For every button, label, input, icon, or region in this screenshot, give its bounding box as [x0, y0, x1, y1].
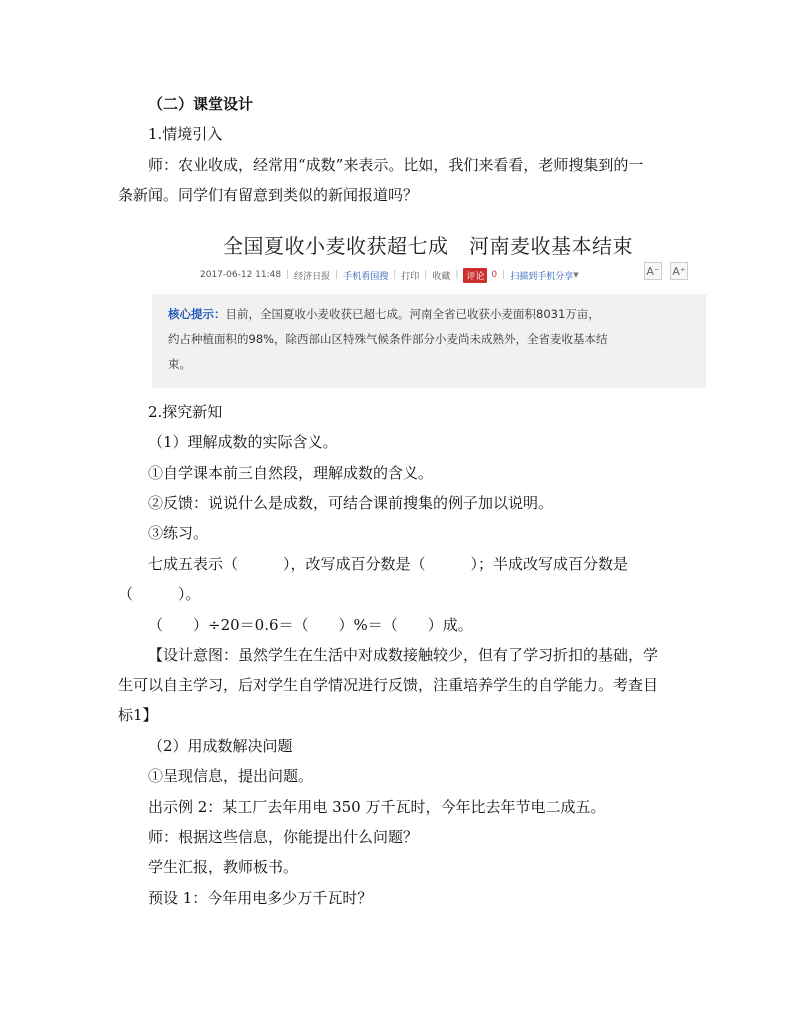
meta-divider: | [502, 270, 506, 280]
section-heading: （二）课堂设计 [148, 95, 254, 113]
teacher-question: 师：根据这些信息，你能提出什么问题？ [148, 828, 419, 846]
print-link[interactable]: 打印 [401, 271, 420, 282]
news-title: 全国夏收小麦收获超七成 河南麦收基本结束 [223, 234, 633, 258]
paragraph-1-line-2: 条新闻。同学们有留意到类似的新闻报道吗？ [118, 186, 419, 204]
exercise-2: （ ）÷20＝0.6＝（ ）%＝（ ）成。 [148, 616, 473, 634]
summary-line-2: 约占种植面积的98%，除西部山区特殊气候条件部分小麦尚未成熟外，全省麦收基本结 [168, 332, 608, 346]
chevron-down-icon: ▼ [573, 271, 579, 279]
meta-divider: | [286, 270, 290, 280]
design-intent-line-2: 生可以自主学习，后对学生自学情况进行反馈，注重培养学生的自学能力。考查目 [118, 676, 659, 694]
paragraph-1-line-1: 师：农业收成，经常用“成数”来表示。比如，我们来看看，老师搜集到的一 [148, 156, 644, 174]
list-item-3: ③练习。 [148, 524, 209, 542]
meta-divider: | [393, 270, 397, 280]
news-summary-box [152, 294, 706, 388]
preset-1: 预设 1：今年用电多少万千瓦时？ [148, 889, 373, 907]
summary-line-1 [168, 302, 692, 327]
section-1-title: 1.情境引入 [148, 125, 223, 143]
list-item-1: ①自学课本前三自然段，理解成数的含义。 [148, 464, 434, 482]
exercise-1-line-2: （ ）。 [118, 585, 201, 603]
summary-label: 核心提示： [168, 307, 226, 321]
meta-divider: | [455, 270, 459, 280]
favorite-link[interactable]: 收藏 [432, 271, 451, 282]
list-item-4: ①呈现信息，提出问题。 [148, 767, 314, 785]
share-to-phone-link[interactable]: 扫描到手机分享 [510, 271, 574, 282]
summary-text-1: 目前，全国夏收小麦收获已超七成。河南全省已收获小麦面积8031万亩， [225, 307, 600, 321]
comment-count: 0 [491, 270, 498, 280]
news-screenshot [150, 222, 706, 388]
news-source: 经济日报 [294, 271, 331, 282]
list-item-2: ②反馈：说说什么是成数，可结合课前搜集的例子加以说明。 [148, 494, 554, 512]
news-datetime: 2017-06-12 11:48 [200, 270, 282, 280]
example-2: 出示例 2：某工厂去年用电 350 万千瓦时，今年比去年节电二成五。 [148, 798, 606, 816]
section-2-title: 2.探究新知 [148, 403, 223, 421]
subsection-2-title: （2）用成数解决问题 [148, 737, 293, 755]
font-increase-button[interactable]: A⁺ [670, 262, 688, 280]
exercise-1-line-1: 七成五表示（ ），改写成百分数是（ ）；半成改写成百分数是 [148, 555, 629, 573]
mobile-view-link[interactable]: 手机看国搜 [343, 271, 389, 282]
meta-divider: | [424, 270, 428, 280]
font-decrease-button[interactable]: A⁻ [644, 262, 662, 280]
meta-divider: | [335, 270, 339, 280]
design-intent-line-3: 标1】 [118, 706, 158, 724]
subsection-1-title: （1）理解成数的实际含义。 [148, 433, 338, 451]
comment-button[interactable]: 评论 [463, 268, 487, 283]
news-meta-bar [200, 266, 579, 284]
student-report: 学生汇报，教师板书。 [148, 858, 299, 876]
summary-line-3: 束。 [168, 357, 191, 371]
design-intent-line-1: 【设计意图：虽然学生在生活中对成数接触较少，但有了学习折扣的基础，学 [148, 646, 659, 664]
